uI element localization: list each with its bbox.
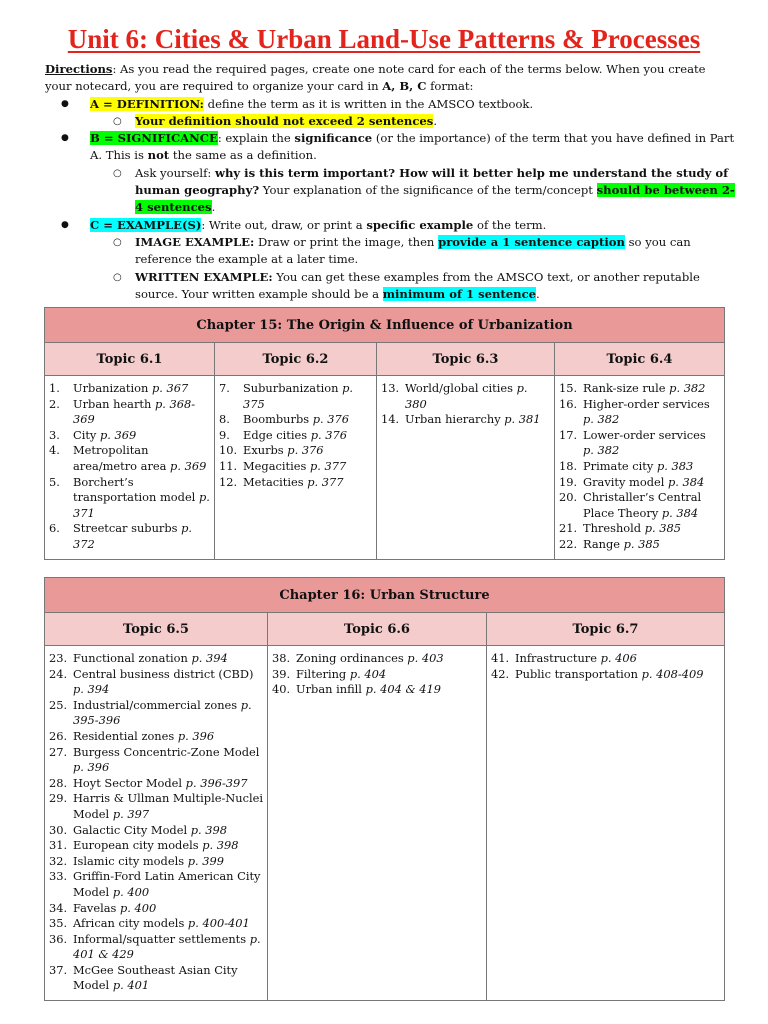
term-list-cell: [377, 376, 555, 560]
term-item: [559, 521, 720, 537]
term-text: [73, 776, 263, 792]
term-text: [515, 651, 720, 667]
term-number: 22.: [559, 536, 578, 551]
term-text: [405, 412, 550, 428]
term-text: [405, 381, 550, 412]
term-text: [73, 521, 210, 552]
term-list-cell: [268, 646, 487, 1001]
term-item: [49, 397, 210, 428]
term-page: p. 400-401: [187, 916, 250, 931]
term-name: Burgess Concentric-Zone Model: [73, 744, 260, 759]
term-page: p. 377: [307, 474, 344, 489]
directions: [45, 61, 735, 303]
chapter15-title: Chapter 15: The Origin & Influence of Urbanization: [45, 308, 725, 343]
term-item: [49, 963, 263, 994]
term-number: 11.: [219, 458, 238, 473]
term-text: [73, 651, 263, 667]
term-item: [491, 667, 720, 683]
term-name: McGee Southeast Asian City Model: [73, 962, 238, 993]
term-number: 20.: [559, 490, 578, 505]
term-number: 14.: [381, 412, 400, 427]
term-number: 41.: [491, 651, 510, 665]
term-number: 29.: [49, 791, 68, 806]
term-item: [49, 791, 263, 822]
term-name: Infrastructure: [515, 651, 601, 665]
term-number: 32.: [49, 853, 68, 868]
term-name: Exurbs: [243, 443, 288, 458]
term-name: Edge cities: [243, 427, 311, 442]
term-name: African city models: [73, 916, 188, 931]
term-item: [49, 667, 263, 698]
term-item: [49, 729, 263, 745]
term-page: p. 404 & 419: [365, 682, 441, 697]
term-number: 18.: [559, 458, 578, 473]
term-page: p. 403: [407, 651, 444, 665]
term-name: Griffin-Ford Latin American City Model: [73, 869, 261, 899]
term-item: [49, 428, 210, 444]
page-title: Unit 6: Cities & Urban Land-Use Patterns & Processes: [67, 24, 701, 54]
term-page: p. 376: [310, 427, 347, 442]
term-number: 9.: [219, 427, 230, 442]
term-name: Hoyt Sector Model: [73, 775, 186, 790]
term-page: p. 395-396: [73, 697, 252, 728]
term-item: [219, 428, 372, 444]
term-number: 4.: [49, 443, 60, 458]
term-name: Informal/squatter settlements: [73, 931, 250, 946]
term-number: 28.: [49, 775, 68, 790]
term-page: p. 404: [349, 666, 387, 681]
topic-header: Topic 6.5: [45, 613, 268, 646]
term-name: Primate city: [583, 458, 657, 473]
term-name: Rank-size rule: [583, 381, 670, 395]
term-number: 15.: [559, 381, 578, 395]
term-name: Urban hearth: [73, 396, 155, 411]
term-page: p. 382: [583, 443, 620, 458]
term-number: 35.: [49, 916, 68, 931]
term-item: [49, 776, 263, 792]
term-text: [73, 932, 263, 963]
term-text: [243, 428, 372, 444]
term-number: 17.: [559, 427, 578, 442]
term-page: p. 398: [202, 838, 239, 853]
term-name: Range: [583, 536, 624, 551]
term-number: 21.: [559, 521, 578, 536]
term-page: p. 384: [668, 474, 705, 489]
term-page: p. 383: [656, 458, 694, 473]
term-text: [583, 537, 720, 553]
term-item: [559, 459, 720, 475]
term-text: [73, 854, 263, 870]
term-item: [381, 381, 550, 412]
term-list-cell: [487, 646, 725, 1001]
term-name: Zoning ordinances: [296, 651, 408, 665]
term-item: [49, 838, 263, 854]
term-name: Suburbanization: [243, 381, 343, 395]
term-text: [73, 428, 210, 444]
term-text: [515, 667, 720, 683]
term-text: [296, 651, 482, 667]
term-name: Industrial/commercial zones: [73, 697, 241, 712]
term-text: [73, 838, 263, 854]
term-page: p. 380: [405, 381, 528, 411]
term-item: [49, 475, 210, 522]
term-list-cell: [45, 646, 268, 1001]
term-list-cell: [215, 376, 377, 560]
term-name: Islamic city models: [73, 853, 188, 868]
term-text: [583, 428, 720, 459]
term-text: [73, 381, 210, 397]
term-page: p. 401 & 429: [73, 931, 261, 962]
term-page: p. 368-369: [73, 396, 196, 427]
term-name: City: [73, 427, 100, 442]
term-page: p. 396-397: [185, 775, 248, 790]
term-text: [583, 381, 720, 397]
term-number: 1.: [49, 381, 60, 395]
term-item: [49, 901, 263, 917]
term-item: [219, 412, 372, 428]
term-item: [491, 651, 720, 667]
term-item: [559, 397, 720, 428]
chapter16-title: Chapter 16: Urban Structure: [45, 578, 725, 613]
term-page: p. 382: [583, 412, 620, 427]
term-number: 6.: [49, 521, 60, 536]
term-list-cell: [45, 376, 215, 560]
term-page: p. 376: [312, 412, 349, 427]
term-text: [73, 916, 263, 932]
term-text: [73, 475, 210, 522]
term-item: [49, 932, 263, 963]
term-page: p. 400: [112, 884, 150, 899]
term-item: [49, 443, 210, 474]
term-text: [243, 381, 372, 412]
term-page: p. 397: [112, 806, 150, 821]
term-number: 7.: [219, 381, 230, 395]
directions-c-written: ○ WRITTEN EXAMPLE: You can get these examples from the AMSCO text, or another reputable source. Your written example should be a minimum of 1 sentence.: [45, 269, 735, 304]
term-item: [559, 490, 720, 521]
term-page: p. 375: [243, 381, 354, 411]
term-name: Gravity model: [583, 474, 669, 489]
term-text: [583, 475, 720, 491]
term-text: [73, 901, 263, 917]
term-number: 26.: [49, 728, 68, 743]
directions-c: ● C = EXAMPLE(S): Write out, draw, or print a specific example of the term.: [45, 217, 735, 234]
term-number: 24.: [49, 666, 68, 681]
directions-b: ● B = SIGNIFICANCE: explain the significance (or the importance) of the term that you have defined in Part A. This is not the same as a definition.: [45, 130, 735, 165]
term-page: p. 385: [623, 536, 660, 551]
directions-b-sub: ○ Ask yourself: why is this term important? How will it better help me understand the study of human geography? Your explanation of the significance of the term/concept should be between 2-4 sentences.: [45, 165, 735, 217]
term-page: p. 372: [73, 521, 193, 551]
topic-header: Topic 6.7: [487, 613, 725, 646]
chapter15-table: [44, 307, 725, 560]
term-name: Metropolitan area/metro area: [73, 443, 171, 473]
term-number: 5.: [49, 474, 60, 489]
term-text: [73, 791, 263, 822]
term-name: Urban hierarchy: [405, 412, 505, 427]
term-text: [583, 397, 720, 428]
term-page: p. 408-409: [641, 666, 704, 681]
term-item: [49, 698, 263, 729]
term-name: Metacities: [243, 474, 308, 489]
term-text: [296, 667, 482, 683]
term-text: [243, 475, 372, 491]
topic-header: Topic 6.3: [377, 343, 555, 376]
term-item: [559, 381, 720, 397]
term-number: 39.: [272, 666, 291, 681]
term-item: [49, 381, 210, 397]
term-number: 19.: [559, 474, 578, 489]
term-name: Filtering: [296, 666, 350, 681]
term-item: [272, 682, 482, 698]
term-text: [73, 443, 210, 474]
term-page: p. 381: [504, 412, 541, 427]
term-page: p. 396: [73, 760, 110, 775]
topic-header: Topic 6.2: [215, 343, 377, 376]
term-text: [583, 521, 720, 537]
term-number: 12.: [219, 474, 238, 489]
term-number: 37.: [49, 962, 68, 977]
term-page: p. 369: [170, 458, 207, 473]
chapter16-table: [44, 577, 725, 1001]
term-name: European city models: [73, 838, 203, 853]
term-text: [73, 397, 210, 428]
term-text: [73, 698, 263, 729]
directions-a-sub: ○ Your definition should not exceed 2 sentences.: [45, 113, 735, 130]
term-name: Higher-order services: [583, 396, 710, 411]
term-text: [583, 490, 720, 521]
term-page: p. 394: [191, 651, 228, 665]
term-name: Urban infill: [296, 682, 366, 697]
term-name: Functional zonation: [73, 651, 192, 665]
directions-c-image: ○ IMAGE EXAMPLE: Draw or print the image, then provide a 1 sentence caption so you can reference the example at a later time.: [45, 234, 735, 269]
directions-intro: Directions: As you read the required pages, create one note card for each of the terms below. When you create your notecard, you are required to organize your card in A, B, C format:: [45, 62, 706, 94]
term-number: 30.: [49, 822, 68, 837]
term-item: [381, 412, 550, 428]
term-page: p. 396: [177, 728, 215, 743]
term-item: [49, 823, 263, 839]
term-name: Megacities: [243, 458, 310, 473]
term-name: Urbanization: [73, 381, 152, 395]
term-item: [559, 428, 720, 459]
term-page: p. 406: [600, 651, 637, 665]
term-item: [49, 651, 263, 667]
term-number: 36.: [49, 931, 68, 946]
term-number: 42.: [491, 666, 510, 681]
term-number: 33.: [49, 869, 68, 884]
term-name: Streetcar suburbs: [73, 521, 182, 536]
term-name: World/global cities: [405, 381, 517, 395]
term-item: [49, 916, 263, 932]
term-page: p. 376: [287, 443, 324, 458]
term-number: 3.: [49, 427, 60, 442]
term-item: [219, 475, 372, 491]
term-item: [272, 651, 482, 667]
term-page: p. 400: [120, 900, 157, 915]
term-number: 38.: [272, 651, 291, 665]
term-number: 40.: [272, 682, 291, 697]
term-page: p. 394: [73, 682, 110, 697]
term-text: [73, 869, 263, 900]
term-name: Central business district (CBD): [73, 666, 254, 681]
term-number: 16.: [559, 396, 578, 411]
term-text: [73, 963, 263, 994]
term-item: [272, 667, 482, 683]
topic-header: Topic 6.1: [45, 343, 215, 376]
term-item: [559, 475, 720, 491]
term-text: [296, 682, 482, 698]
term-number: 23.: [49, 651, 68, 665]
term-name: Galactic City Model: [73, 822, 191, 837]
term-text: [73, 745, 263, 776]
term-text: [243, 443, 372, 459]
term-page: p. 371: [73, 490, 210, 520]
term-item: [49, 745, 263, 776]
term-number: 2.: [49, 396, 60, 411]
term-text: [243, 412, 372, 428]
term-name: Public transportation: [515, 666, 642, 681]
term-text: [73, 667, 263, 698]
term-item: [219, 459, 372, 475]
term-name: Harris & Ullman Multiple-Nuclei Model: [73, 791, 264, 821]
term-name: Threshold: [583, 521, 645, 536]
term-name: Lower-order services: [583, 427, 706, 442]
term-page: p. 369: [100, 427, 137, 442]
directions-a: ● A = DEFINITION: define the term as it is written in the AMSCO textbook.: [45, 96, 735, 113]
term-page: p. 367: [151, 381, 189, 395]
term-text: [73, 729, 263, 745]
term-name: Residential zones: [73, 728, 178, 743]
term-number: 13.: [381, 381, 400, 395]
term-number: 10.: [219, 443, 238, 458]
term-text: [243, 459, 372, 475]
term-item: [49, 869, 263, 900]
term-page: p. 382: [669, 381, 706, 395]
term-name: Favelas: [73, 900, 120, 915]
term-text: [73, 823, 263, 839]
term-number: 31.: [49, 838, 68, 853]
term-page: p. 384: [661, 505, 699, 520]
term-name: Borchert’s transportation model: [73, 474, 199, 505]
term-page: p. 377: [309, 458, 347, 473]
term-page: p. 398: [190, 822, 228, 837]
term-item: [559, 537, 720, 553]
term-item: [49, 521, 210, 552]
term-page: p. 401: [112, 978, 150, 993]
term-item: [219, 381, 372, 412]
term-item: [49, 854, 263, 870]
term-number: 25.: [49, 697, 68, 712]
term-name: Christaller’s Central Place Theory: [583, 490, 702, 520]
topic-header: Topic 6.4: [555, 343, 725, 376]
term-name: Boomburbs: [243, 412, 313, 427]
term-page: p. 385: [644, 521, 681, 536]
term-text: [583, 459, 720, 475]
term-number: 27.: [49, 744, 68, 759]
term-page: p. 399: [187, 853, 224, 868]
term-item: [219, 443, 372, 459]
term-number: 8.: [219, 412, 230, 427]
topic-header: Topic 6.6: [268, 613, 487, 646]
term-list-cell: [555, 376, 725, 560]
term-number: 34.: [49, 900, 68, 915]
